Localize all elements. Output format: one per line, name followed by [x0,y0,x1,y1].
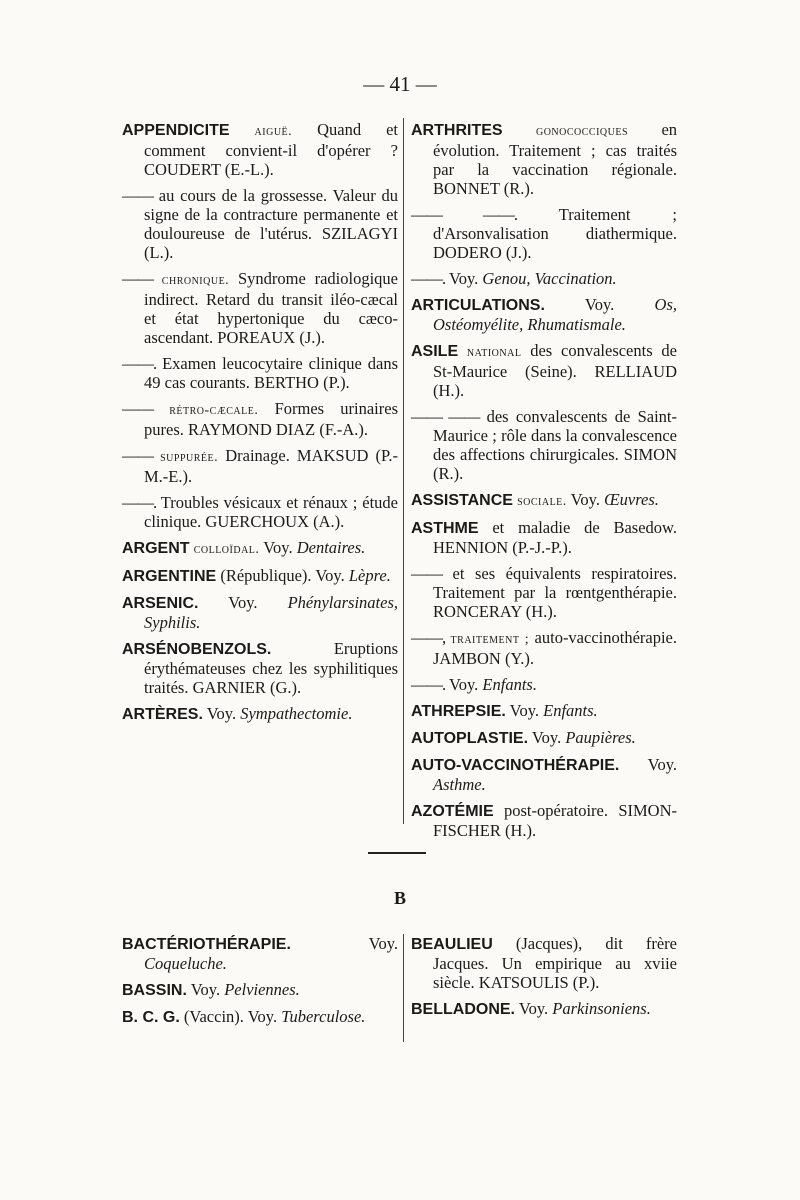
index-entry [411,120,677,198]
entry-crossref: Os, Ostéomyélite, Rhumatismale. [433,295,677,334]
entry-text: au cours de la grossesse. Valeur du signe de la contracture permanente et douloureuse de l'utérus. SZILAGYI (L.). [144,186,399,262]
index-subentry [411,205,677,262]
entry-qualifier: rétro-cæcale. [169,403,259,418]
entry-dash: ——, [411,628,446,647]
entry-text: et maladie de Basedow. HENNION (P.-J.-P.). [433,518,677,557]
entry-heading: ASILE [411,343,459,360]
index-subentry [411,564,677,621]
entry-heading: AUTOPLASTIE. [411,730,529,747]
entry-heading: AZOTÉMIE [411,803,494,820]
index-entry [122,593,398,632]
index-subentry [411,269,677,288]
entry-crossref: Phénylarsinates, Syphilis. [144,593,399,632]
entry-text: Formes urinaires pures. RAYMOND DIAZ (F.-A.). [144,399,399,439]
left-column-b [122,934,398,1034]
entry-text: Voy. [448,675,479,694]
entry-qualifier: gonococciques [535,124,629,139]
entry-crossref: Tuberculose. [281,1007,366,1026]
entry-heading: BACTÉRIOTHÉRAPIE. [122,936,291,953]
index-entry [122,934,398,973]
entry-qualifier: aiguë. [254,124,293,139]
entry-crossref: Lèpre. [348,566,391,585]
entry-heading: APPENDICITE [122,122,230,139]
entry-text: Voy. [584,295,615,314]
entry-text: Voy. [518,999,549,1018]
entry-text: Voy. [263,538,293,557]
entry-dash: —— [122,399,153,418]
entry-heading: ASTHME [411,520,479,537]
entry-text: des convalescents de St-Maurice (Seine). RELLIAUD (H.). [433,341,677,400]
entry-heading: ASSISTANCE [411,492,513,509]
entry-crossref: Pelviennes. [224,980,300,999]
index-subentry [122,269,398,347]
index-subentry [122,354,398,392]
entry-heading: ARTÈRES. [122,706,203,723]
entry-dash: —— [122,446,153,465]
section-rule [368,852,426,854]
entry-qualifier: colloïdal. [193,542,260,557]
entry-heading: ARSÉNOBENZOLS. [122,641,272,658]
index-entry [411,801,677,840]
entry-text: Examen leucocytaire clinique dans 49 cas courants. BERTHO (P.). [144,354,398,392]
entry-dash: ——. [411,269,446,288]
index-entry [122,639,398,697]
index-entry [122,538,398,559]
index-subentry [122,186,398,262]
entry-heading: ARSENIC. [122,595,199,612]
entry-qualifier: national [466,345,522,360]
entry-text: Voy. [228,593,258,612]
index-entry [411,490,677,511]
entry-heading: BASSIN. [122,982,187,999]
entry-dash: ——. [411,675,446,694]
entry-crossref: Genou, Vaccination. [482,269,617,288]
entry-heading: AUTO-VACCINOTHÉRAPIE. [411,757,620,774]
entry-dash: —— —— [411,407,480,426]
entry-crossref: Œuvres. [604,490,659,509]
entry-text: Eruptions érythémateuses chez les syphilitiques traités. GARNIER (G.). [144,639,398,697]
entry-text: et ses équivalents respiratoires. Traitement par la rœntgenthérapie. RONCERAY (H.). [433,564,677,621]
entry-dash: —— [411,564,442,583]
left-column-a [122,120,398,731]
entry-heading: BELLADONE. [411,1001,515,1018]
entry-dash: ——. [122,493,157,512]
index-entry [411,934,677,992]
entry-heading: ARTHRITES [411,122,503,139]
entry-text: auto-vaccinothérapie. JAMBON (Y.). [433,628,677,668]
entry-crossref: Asthme. [433,775,486,794]
entry-qualifier: chronique. [161,273,230,288]
entry-text: Syndrome radiologique indirect. Retard du transit iléo-cæcal et état hypertonique du cæco-ascendant. POREAUX (J.). [144,269,398,347]
entry-crossref: Enfants. [482,675,537,694]
index-subentry [122,493,398,531]
entry-text: (Vaccin). Voy. [183,1007,278,1026]
entry-text: Voy. [448,269,479,288]
index-subentry [411,675,677,694]
entry-text: Drainage. MAKSUD (P.-M.-E.). [144,446,399,486]
entry-text: en évolution. Traitement ; cas traités par la vaccination régionale. BONNET (R.). [433,120,678,198]
entry-heading: ARGENTINE [122,568,217,585]
entry-qualifier: traitement ; [450,632,530,647]
column-divider [403,118,404,824]
page-number: — 41 — [363,72,437,96]
entry-crossref: Parkinsoniens. [552,999,651,1018]
index-entry [122,980,398,1000]
index-entry [122,120,398,179]
entry-text: des convalescents de Saint-Maurice ; rôle dans la convalescence des affections chirurgicales. SIMON (R.). [433,407,678,483]
entry-crossref: Dentaires. [296,538,366,557]
column-divider-b [403,934,404,1042]
index-entry [411,295,677,334]
entry-text: Voy. [647,755,677,774]
right-column-a [411,120,677,847]
index-entry [411,341,677,400]
entry-text: Voy. [190,980,221,999]
entry-qualifier: suppurée. [160,450,219,465]
entry-text: Voy. [206,704,237,723]
entry-crossref: Paupières. [565,728,636,747]
index-entry [411,701,677,721]
entry-heading: B. C. G. [122,1009,180,1026]
entry-text: Quand et comment convient-il d'opérer ? COUDERT (E.-L.). [144,120,398,179]
entry-text: Voy. [570,490,600,509]
entry-heading: ARTICULATIONS. [411,297,545,314]
entry-text: (République). Voy. [220,566,345,585]
entry-text: Troubles vésicaux et rénaux ; étude clinique. GUERCHOUX (A.). [144,493,398,531]
index-entry [411,728,677,748]
entry-crossref: Sympathectomie. [240,704,353,723]
index-entry [411,518,677,557]
section-letter: B [393,888,406,908]
entry-crossref: Coqueluche. [144,954,227,973]
index-entry [122,566,398,586]
entry-qualifier: sociale. [517,494,567,509]
index-subentry [122,446,398,486]
index-entry [411,755,677,794]
entry-dash: —— [122,269,153,288]
index-subentry [411,407,677,483]
entry-crossref: Enfants. [543,701,598,720]
index-entry [411,999,677,1019]
entry-heading: ATHREPSIE. [411,703,506,720]
entry-heading: ARGENT [122,540,190,557]
index-entry [122,704,398,724]
entry-text: Voy. [531,728,562,747]
entry-text: Voy. [368,934,398,953]
index-subentry [122,399,398,439]
entry-text: Traitement ; d'Arsonvalisation diathermique. DODERO (J.). [433,205,678,262]
entry-text: post-opératoire. SIMON-FISCHER (H.). [433,801,677,840]
index-entry [122,1007,398,1027]
entry-text: (Jacques), dit frère Jacques. Un empirique au xviie siècle. KATSOULIS (P.). [433,934,677,992]
right-column-b [411,934,677,1026]
entry-dash: —— ——. [411,205,518,224]
entry-dash: ——. [122,354,157,373]
entry-heading: BEAULIEU [411,936,493,953]
entry-dash: —— [122,186,153,205]
index-subentry [411,628,677,668]
entry-text: Voy. [509,701,539,720]
